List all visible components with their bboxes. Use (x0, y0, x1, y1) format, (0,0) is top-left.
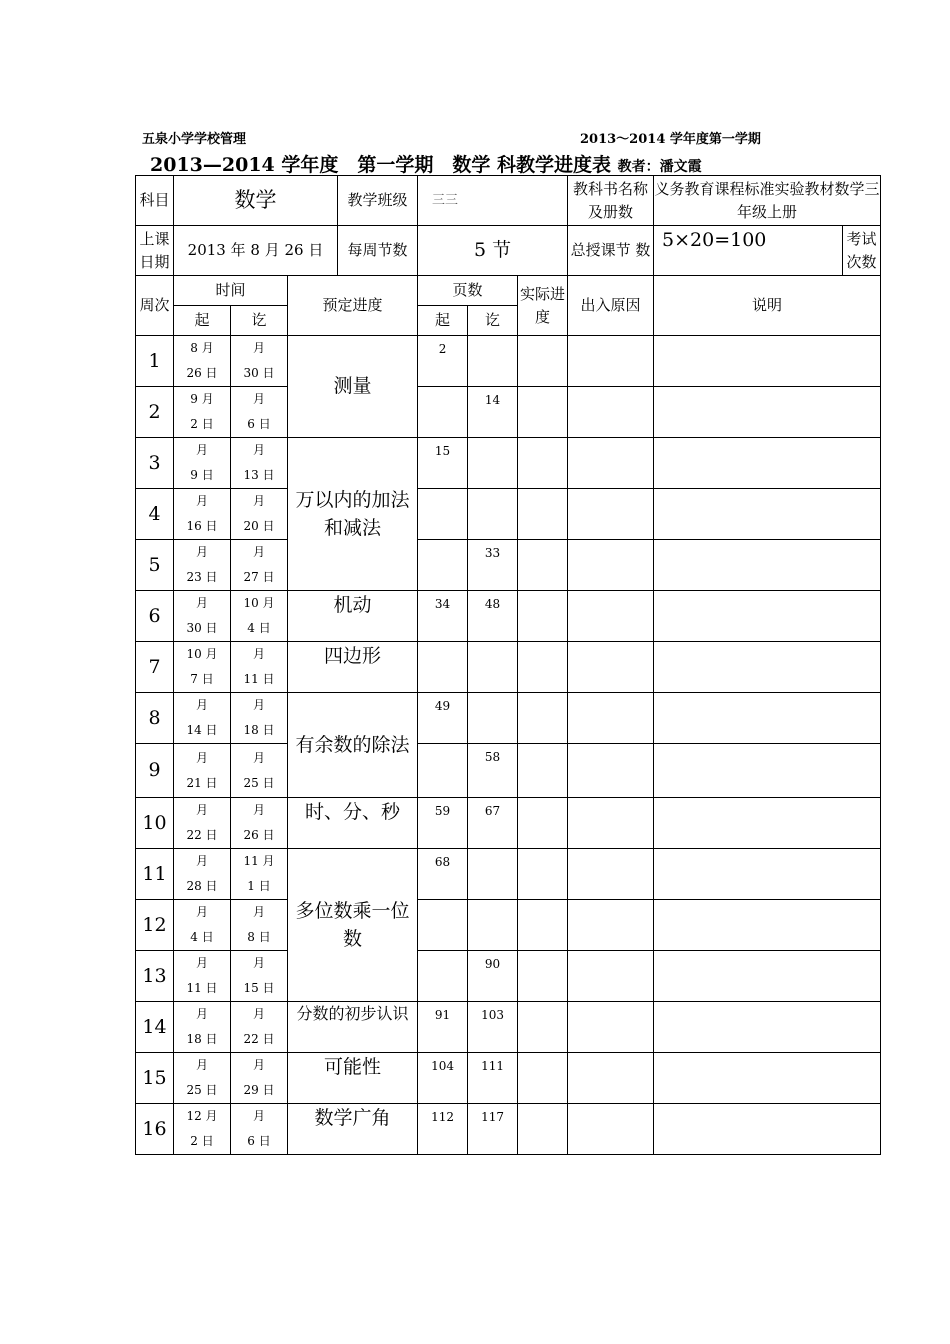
start-date (174, 438, 231, 489)
reason-cell (568, 540, 654, 591)
start-month: 8 月 (190, 341, 214, 355)
page-end (468, 489, 518, 540)
topic-cell: 机动 (288, 591, 418, 642)
start-day: 2 日 (190, 417, 214, 431)
note-cell (654, 591, 881, 642)
start-day: 11 日 (186, 981, 218, 995)
start-day: 18 日 (186, 1032, 218, 1046)
end-date (231, 540, 288, 591)
page-end (468, 900, 518, 951)
end-date (231, 642, 288, 693)
table-row (136, 693, 881, 744)
table-row (136, 1002, 881, 1053)
start-day: 28 日 (186, 879, 218, 893)
end-day: 30 日 (243, 366, 275, 380)
start-month: 月 (195, 803, 208, 817)
start-day: 25 日 (186, 1083, 218, 1097)
schedule-table (135, 175, 881, 1155)
col-page-end: 讫 (468, 306, 518, 336)
actual-cell (518, 744, 568, 798)
week-number: 7 (136, 642, 174, 693)
table-row (136, 489, 881, 540)
end-date (231, 387, 288, 438)
textbook-value: 义务教育课程标准实验教材数学三年级上册 (654, 176, 881, 226)
end-day: 13 日 (243, 468, 275, 482)
week-number: 6 (136, 591, 174, 642)
page-end: 33 (468, 540, 518, 591)
page-end (468, 438, 518, 489)
page-start (418, 540, 468, 591)
end-month: 月 (252, 698, 265, 712)
start-month: 月 (195, 443, 208, 457)
reason-cell (568, 336, 654, 387)
end-date (231, 798, 288, 849)
week-number: 14 (136, 1002, 174, 1053)
start-day: 22 日 (186, 828, 218, 842)
end-month: 月 (252, 1109, 265, 1123)
subject-value: 数学 (174, 176, 338, 226)
start-date (174, 798, 231, 849)
actual-cell (518, 900, 568, 951)
start-date (174, 540, 231, 591)
start-day: 14 日 (186, 723, 218, 737)
end-date (231, 849, 288, 900)
reason-cell (568, 591, 654, 642)
title-text: 2013—2014 学年度 第一学期 数学 科教学进度表 (150, 154, 611, 176)
note-cell (654, 1053, 881, 1104)
page-end (468, 693, 518, 744)
week-number: 1 (136, 336, 174, 387)
page-start (418, 489, 468, 540)
page-start: 15 (418, 438, 468, 489)
start-month: 月 (195, 956, 208, 970)
actual-cell (518, 798, 568, 849)
page-end: 67 (468, 798, 518, 849)
page-start: 68 (418, 849, 468, 900)
reason-cell (568, 438, 654, 489)
total-periods-value: 5×20=100 (654, 226, 843, 276)
reason-cell (568, 693, 654, 744)
table-row (136, 798, 881, 849)
start-date (174, 642, 231, 693)
end-day: 6 日 (247, 1134, 271, 1148)
start-month: 月 (195, 1007, 208, 1021)
col-week-header: 周次 (136, 276, 174, 336)
end-month: 月 (252, 647, 265, 661)
start-month: 月 (195, 750, 208, 765)
end-day: 22 日 (243, 1032, 275, 1046)
end-month: 月 (252, 392, 265, 406)
start-day: 26 日 (186, 366, 218, 380)
start-date (174, 1104, 231, 1155)
actual-cell (518, 591, 568, 642)
start-month: 月 (195, 596, 208, 610)
table-row (136, 900, 881, 951)
end-month: 10 月 (243, 596, 275, 610)
teacher-name: 教者：潘文霞 (617, 159, 702, 175)
week-number: 13 (136, 951, 174, 1002)
page-start: 91 (418, 1002, 468, 1053)
start-date (174, 387, 231, 438)
start-month: 10 月 (186, 647, 218, 661)
week-number: 8 (136, 693, 174, 744)
page-end: 48 (468, 591, 518, 642)
page-end: 90 (468, 951, 518, 1002)
week-number: 4 (136, 489, 174, 540)
start-date (174, 1002, 231, 1053)
end-month: 月 (252, 341, 265, 355)
table-row (136, 1104, 881, 1155)
exam-count-label: 考试次数 (843, 226, 881, 276)
start-date (174, 744, 231, 798)
page-start (418, 951, 468, 1002)
end-day: 26 日 (243, 828, 275, 842)
note-cell (654, 336, 881, 387)
table-row (136, 951, 881, 1002)
topic-cell: 分数的初步认识 (288, 1002, 418, 1053)
end-date (231, 336, 288, 387)
start-date (174, 951, 231, 1002)
page-end: 58 (468, 744, 518, 798)
start-day: 16 日 (186, 519, 218, 533)
start-date (174, 336, 231, 387)
start-date (174, 693, 231, 744)
end-date (231, 1002, 288, 1053)
reason-cell (568, 951, 654, 1002)
note-cell (654, 1002, 881, 1053)
info-row-1 (136, 176, 881, 226)
textbook-label: 教科书名称及册数 (568, 176, 654, 226)
term-label: 2013～2014 学年度第一学期 (580, 132, 761, 147)
start-month: 月 (195, 698, 208, 712)
note-cell (654, 693, 881, 744)
end-day: 8 日 (247, 930, 271, 944)
end-month: 月 (252, 905, 265, 919)
start-month: 12 月 (186, 1109, 218, 1123)
end-month: 月 (252, 956, 265, 970)
note-cell (654, 438, 881, 489)
end-month: 月 (252, 443, 265, 457)
end-month: 月 (252, 1007, 265, 1021)
end-day: 18 日 (243, 723, 275, 737)
page-end (468, 849, 518, 900)
table-row (136, 642, 881, 693)
week-number: 12 (136, 900, 174, 951)
end-day: 25 日 (243, 775, 275, 790)
end-month: 月 (252, 545, 265, 559)
table-row (136, 336, 881, 387)
note-cell (654, 540, 881, 591)
week-number: 11 (136, 849, 174, 900)
start-month: 月 (195, 905, 208, 919)
end-month: 月 (252, 803, 265, 817)
actual-cell (518, 489, 568, 540)
actual-cell (518, 693, 568, 744)
start-date (174, 849, 231, 900)
start-month: 月 (195, 494, 208, 508)
end-day: 4 日 (247, 621, 271, 635)
end-date (231, 591, 288, 642)
start-date (174, 900, 231, 951)
table-row (136, 387, 881, 438)
page-end (468, 336, 518, 387)
topic-cell: 有余数的除法 (288, 693, 418, 798)
table-row (136, 591, 881, 642)
start-month: 月 (195, 1058, 208, 1072)
info-row-2 (136, 226, 881, 276)
end-day: 27 日 (243, 570, 275, 584)
start-date (174, 489, 231, 540)
school-name: 五泉小学学校管理 (142, 132, 247, 147)
actual-cell (518, 1053, 568, 1104)
col-page-start: 起 (418, 306, 468, 336)
end-month: 月 (252, 1058, 265, 1072)
actual-cell (518, 951, 568, 1002)
topic-cell: 时、分、秒 (288, 798, 418, 849)
actual-cell (518, 387, 568, 438)
start-day: 9 日 (190, 468, 214, 482)
col-planned-header: 预定进度 (288, 276, 418, 336)
actual-cell (518, 1104, 568, 1155)
reason-cell (568, 1002, 654, 1053)
reason-cell (568, 744, 654, 798)
weekly-periods-label: 每周节数 (338, 226, 418, 276)
note-cell (654, 900, 881, 951)
page-end: 14 (468, 387, 518, 438)
reason-cell (568, 798, 654, 849)
end-month: 月 (252, 494, 265, 508)
col-time-start: 起 (174, 306, 231, 336)
note-cell (654, 387, 881, 438)
end-day: 20 日 (243, 519, 275, 533)
week-number: 2 (136, 387, 174, 438)
table-row (136, 744, 881, 798)
start-day: 21 日 (186, 775, 218, 790)
subject-label: 科目 (136, 176, 174, 226)
actual-cell (518, 336, 568, 387)
end-date (231, 1104, 288, 1155)
week-number: 15 (136, 1053, 174, 1104)
start-month: 9 月 (190, 392, 214, 406)
note-cell (654, 798, 881, 849)
week-number: 5 (136, 540, 174, 591)
start-day: 2 日 (190, 1134, 214, 1148)
page-start: 49 (418, 693, 468, 744)
page-start: 112 (418, 1104, 468, 1155)
week-number: 10 (136, 798, 174, 849)
class-value: 三三 (418, 176, 568, 226)
start-month: 月 (195, 545, 208, 559)
col-time-end: 讫 (231, 306, 288, 336)
reason-cell (568, 1053, 654, 1104)
end-day: 6 日 (247, 417, 271, 431)
note-cell (654, 951, 881, 1002)
page-start: 34 (418, 591, 468, 642)
start-day: 23 日 (186, 570, 218, 584)
end-date (231, 693, 288, 744)
topic-cell: 万以内的加法和减法 (288, 438, 418, 591)
page-start (418, 744, 468, 798)
start-day: 4 日 (190, 930, 214, 944)
end-date (231, 951, 288, 1002)
reason-cell (568, 642, 654, 693)
note-cell (654, 489, 881, 540)
week-number: 3 (136, 438, 174, 489)
table-row (136, 849, 881, 900)
topic-cell: 数学广角 (288, 1104, 418, 1155)
actual-cell (518, 1002, 568, 1053)
week-number: 9 (136, 744, 174, 798)
end-month: 月 (252, 750, 265, 765)
col-time-header: 时间 (174, 276, 288, 306)
actual-cell (518, 849, 568, 900)
note-cell (654, 1104, 881, 1155)
start-month: 月 (195, 854, 208, 868)
end-day: 1 日 (247, 879, 271, 893)
week-number: 16 (136, 1104, 174, 1155)
page-end: 111 (468, 1053, 518, 1104)
note-cell (654, 642, 881, 693)
topic-cell: 四边形 (288, 642, 418, 693)
reason-cell (568, 489, 654, 540)
table-row (136, 540, 881, 591)
reason-cell (568, 1104, 654, 1155)
col-reason-header: 出入原因 (568, 276, 654, 336)
end-date (231, 744, 288, 798)
page-title (150, 150, 702, 177)
start-day: 7 日 (190, 672, 214, 686)
page-start: 2 (418, 336, 468, 387)
actual-cell (518, 540, 568, 591)
end-date (231, 900, 288, 951)
page-start: 104 (418, 1053, 468, 1104)
start-date (174, 591, 231, 642)
reason-cell (568, 387, 654, 438)
end-month: 11 月 (243, 854, 275, 868)
page-end (468, 642, 518, 693)
table-row (136, 1053, 881, 1104)
note-cell (654, 849, 881, 900)
page-start (418, 642, 468, 693)
actual-cell (518, 438, 568, 489)
reason-cell (568, 849, 654, 900)
col-pages-header: 页数 (418, 276, 518, 306)
col-actual-header: 实际进度 (518, 276, 568, 336)
topic-cell: 可能性 (288, 1053, 418, 1104)
page-start (418, 900, 468, 951)
end-day: 29 日 (243, 1083, 275, 1097)
reason-cell (568, 900, 654, 951)
note-cell (654, 744, 881, 798)
end-day: 11 日 (243, 672, 275, 686)
actual-cell (518, 642, 568, 693)
end-date (231, 1053, 288, 1104)
start-date (174, 1053, 231, 1104)
start-date-label: 上课日期 (136, 226, 174, 276)
topic-cell: 测量 (288, 336, 418, 438)
weekly-periods-value: 5 节 (418, 226, 568, 276)
page-start (418, 387, 468, 438)
class-label: 教学班级 (338, 176, 418, 226)
col-note-header: 说明 (654, 276, 881, 336)
total-periods-label: 总授课节 数 (568, 226, 654, 276)
page-end: 103 (468, 1002, 518, 1053)
column-header-row-1 (136, 276, 881, 306)
end-date (231, 438, 288, 489)
page-start: 59 (418, 798, 468, 849)
start-day: 30 日 (186, 621, 218, 635)
end-day: 15 日 (243, 981, 275, 995)
table-row (136, 438, 881, 489)
end-date (231, 489, 288, 540)
topic-cell: 多位数乘一位数 (288, 849, 418, 1002)
page-end: 117 (468, 1104, 518, 1155)
start-date-value: 2013 年 8 月 26 日 (174, 226, 338, 276)
